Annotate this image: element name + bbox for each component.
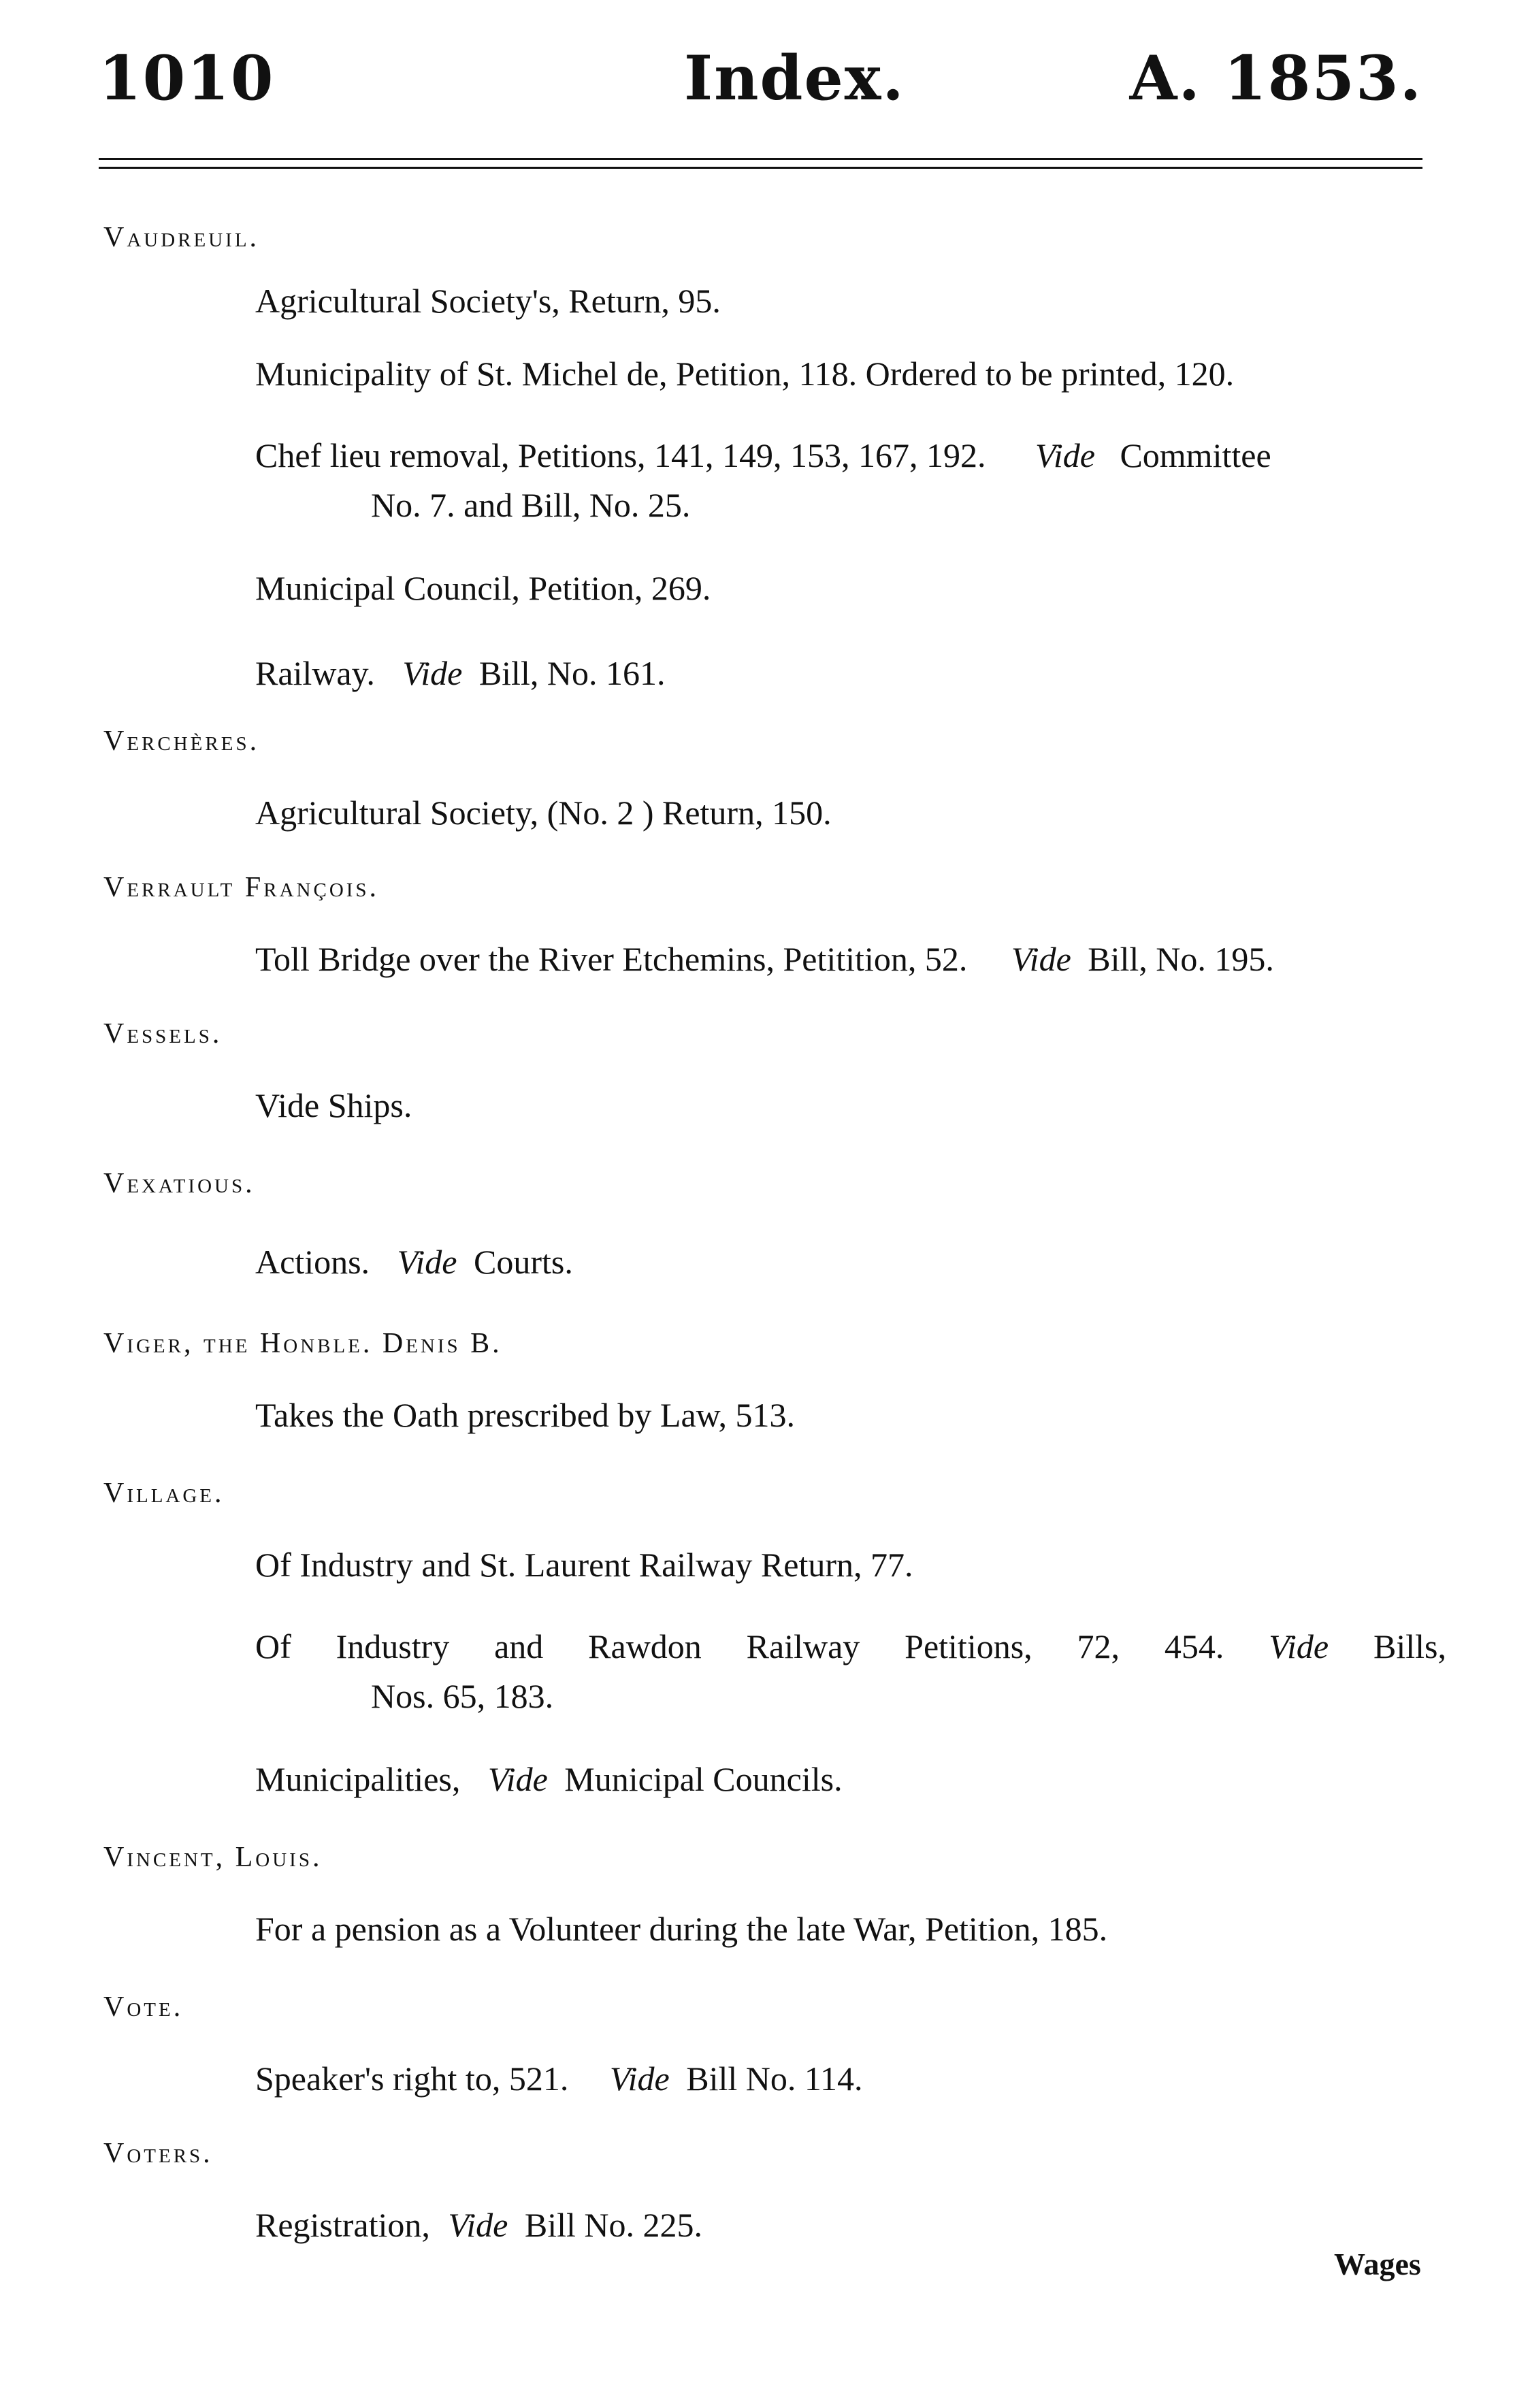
page-year: A. 1853. (1129, 42, 1422, 114)
entry-text: Courts. (473, 1243, 573, 1281)
entry-line (255, 436, 1271, 475)
entry-continuation: Nos. 65, 183. (371, 1677, 554, 1715)
entry-heading-vexatious: Vexatious. (103, 1168, 255, 1199)
entry-heading-vote: Vote. (103, 1991, 184, 2023)
header-rule-top (99, 158, 1422, 160)
entry-word: 454. (1164, 1627, 1224, 1665)
entry-line (255, 1759, 843, 1799)
entry-line: For a pension as a Volunteer during the late War, Petition, 185. (255, 1910, 1108, 1948)
entry-heading-voters: Voters. (103, 2138, 213, 2169)
vide-reference: Vide (1269, 1627, 1329, 1665)
entry-text: Chef lieu removal, Petitions, 141, 149, 153, 167, 192. (255, 436, 986, 474)
entry-line-justified (255, 1627, 1446, 1666)
entry-text: Actions. (255, 1243, 370, 1281)
entry-text: Bill, No. 161. (478, 654, 666, 692)
page-number: 1010 (99, 42, 275, 114)
vide-reference: Vide (609, 2060, 670, 2098)
entry-line: Municipal Council, Petition, 269. (255, 569, 711, 607)
entry-word: 72, (1077, 1627, 1120, 1665)
entry-line: Municipality of St. Michel de, Petition, 118. Ordered to be printed, 120. (255, 355, 1235, 393)
entry-text: Registration, (255, 2206, 430, 2244)
entry-heading-vessels: Vessels. (103, 1018, 223, 1050)
entry-word: Rawdon (588, 1627, 702, 1665)
entry-line (255, 2059, 863, 2098)
vide-reference: Vide (397, 1243, 457, 1281)
entry-text: Municipal Councils. (564, 1760, 843, 1798)
entry-word: Bills, (1373, 1627, 1446, 1665)
entry-line: Vide Ships. (255, 1086, 412, 1124)
vide-reference: Vide (487, 1760, 548, 1798)
entry-heading-vercheres: Verchères. (103, 726, 260, 757)
entry-word: Railway (746, 1627, 860, 1665)
entry-text: Municipalities, (255, 1760, 461, 1798)
entry-line (255, 653, 665, 693)
entry-line: Agricultural Society's, Return, 95. (255, 282, 721, 320)
vide-reference: Vide (1011, 940, 1071, 978)
page-title: Index. (684, 42, 905, 114)
vide-reference: Vide (448, 2206, 508, 2244)
header-rule-bottom (99, 167, 1422, 169)
catchword: Wages (1334, 2247, 1421, 2281)
entry-text: Bill, No. 195. (1088, 940, 1274, 978)
entry-text: Speaker's right to, 521. (255, 2060, 569, 2098)
entry-word: Petitions, (905, 1627, 1032, 1665)
entry-text: Bill No. 114. (686, 2060, 863, 2098)
vide-reference: Vide (1035, 436, 1095, 474)
entry-line (255, 1242, 573, 1282)
entry-line (255, 2205, 702, 2245)
entry-heading-vincent: Vincent, Louis. (103, 1842, 323, 1873)
page-header (99, 41, 1422, 129)
entry-heading-viger: Viger, the Honble. Denis B. (103, 1328, 502, 1359)
entry-text: Bill No. 225. (524, 2206, 702, 2244)
entry-continuation: No. 7. and Bill, No. 25. (371, 486, 691, 524)
entry-line: Takes the Oath prescribed by Law, 513. (255, 1396, 795, 1434)
vide-reference: Vide (402, 654, 463, 692)
entry-line (255, 939, 1274, 979)
entry-word: Industry (336, 1627, 450, 1665)
entry-text: Railway. (255, 654, 375, 692)
entry-text: Committee (1120, 436, 1271, 474)
entry-line: Of Industry and St. Laurent Railway Return, 77. (255, 1546, 913, 1584)
entry-word: and (494, 1627, 544, 1665)
entry-text: Toll Bridge over the River Etchemins, Petitition, 52. (255, 940, 968, 978)
entry-heading-verrault: Verrault François. (103, 872, 380, 903)
entry-word: Of (255, 1627, 291, 1665)
entry-line: Agricultural Society, (No. 2 ) Return, 150. (255, 794, 832, 832)
entry-heading-village: Village. (103, 1478, 225, 1509)
entry-heading-vaudreuil: Vaudreuil. (103, 222, 260, 253)
